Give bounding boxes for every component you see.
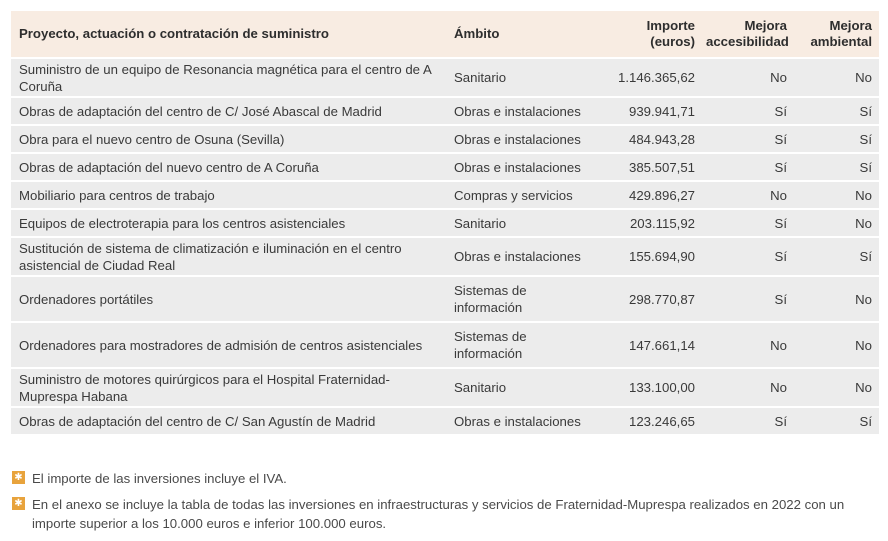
cell-amount: 155.694,90 [628,249,695,264]
cell-scope: Compras y servicios [454,187,573,203]
cell-scope: Obras e instalaciones [454,159,581,175]
cell-project: Mobiliario para centros de trabajo [19,187,215,203]
cell-project: Obras de adaptación del centro de C/ José Abascal de Madrid [19,103,382,119]
footnotes [12,469,878,540]
cell-scope: Obras e instalaciones [454,103,581,119]
cell-environmental: No [855,215,872,231]
cell-accessibility: Sí [774,131,787,147]
table-row [11,98,879,126]
cell-scope: Obras e instalaciones [454,413,581,429]
cell-amount: 133.100,00 [628,380,695,395]
cell-environmental: No [855,187,872,203]
cell-amount: 429.896,27 [628,187,695,203]
cell-scope: Sistemas de información [454,329,527,361]
cell-accessibility: Sí [774,215,787,231]
cell-scope: Sanitario [454,215,507,231]
table-row [11,154,879,182]
cell-environmental: No [855,291,872,307]
cell-amount: 1.146.365,62 [617,70,695,85]
cell-accessibility: Sí [774,103,787,119]
cell-accessibility: No [770,337,787,353]
cell-scope: Obras e instalaciones [454,131,581,147]
table-row [11,59,879,98]
cell-amount: 123.246,65 [628,413,695,429]
table-row [11,277,879,323]
cell-accessibility: No [770,187,787,203]
cell-environmental: Sí [859,131,872,147]
header-amount: Importe (euros) [646,18,695,49]
cell-accessibility: Sí [774,291,787,307]
cell-environmental: Sí [859,413,872,429]
asterisk-icon: ✱ [12,497,25,510]
header-scope: Ámbito [454,26,500,41]
cell-environmental: No [855,70,872,85]
cell-project: Suministro de un equipo de Resonancia magnética para el centro de A Coruña [19,61,432,94]
cell-project: Ordenadores portátiles [19,291,154,307]
cell-environmental: No [855,380,872,395]
cell-amount: 939.941,71 [628,103,695,119]
footnote-text: El importe de las inversiones incluye el IVA. [32,471,287,486]
table-row [11,238,879,277]
cell-amount: 298.770,87 [628,291,695,307]
cell-environmental: Sí [859,249,872,264]
cell-accessibility: Sí [774,249,787,264]
header-environmental: Mejora ambiental [810,18,872,49]
cell-project: Obras de adaptación del centro de C/ San Agustín de Madrid [19,413,376,429]
cell-environmental: Sí [859,159,872,175]
cell-environmental: Sí [859,103,872,119]
table-row [11,182,879,210]
cell-scope: Sanitario [454,380,507,395]
cell-amount: 147.661,14 [628,337,695,353]
asterisk-icon: ✱ [12,471,25,484]
cell-project: Ordenadores para mostradores de admisión de centros asistenciales [19,337,423,353]
cell-accessibility: No [770,380,787,395]
cell-project: Equipos de electroterapia para los centros asistenciales [19,215,346,231]
cell-accessibility: Sí [774,159,787,175]
table-row [11,210,879,238]
cell-scope: Sistemas de información [454,283,527,315]
cell-project: Suministro de motores quirúrgicos para el Hospital Fraternidad-Muprespa Habana [19,371,390,404]
cell-environmental: No [855,337,872,353]
cell-scope: Sanitario [454,70,507,85]
cell-amount: 484.943,28 [628,131,695,147]
cell-project: Obras de adaptación del nuevo centro de A Coruña [19,159,319,175]
table-row [11,408,879,436]
footnote-text: En el anexo se incluye la tabla de todas las inversiones en infraestructuras y servicios de Fraternidad-Muprespa realizados en 2022 con un importe superior a los 10.000 euros e inferior 100.000 euros. [32,497,845,531]
cell-scope: Obras e instalaciones [454,249,581,264]
cell-amount: 385.507,51 [628,159,695,175]
table-row [11,126,879,154]
cell-project: Obra para el nuevo centro de Osuna (Sevilla) [19,131,285,147]
investments-table [11,11,879,436]
cell-amount: 203.115,92 [629,215,695,231]
table-row [11,369,879,408]
footnote [12,495,878,533]
table-header [11,11,879,59]
table-row [11,323,879,369]
header-project: Proyecto, actuación o contratación de suministro [19,26,329,41]
footnote [12,469,878,488]
header-accessibility: Mejora accesibilidad [706,18,789,49]
cell-accessibility: Sí [774,413,787,429]
cell-project: Sustitución de sistema de climatización e iluminación en el centro asistencial de Ciudad Real [19,240,402,273]
cell-accessibility: No [770,70,787,85]
